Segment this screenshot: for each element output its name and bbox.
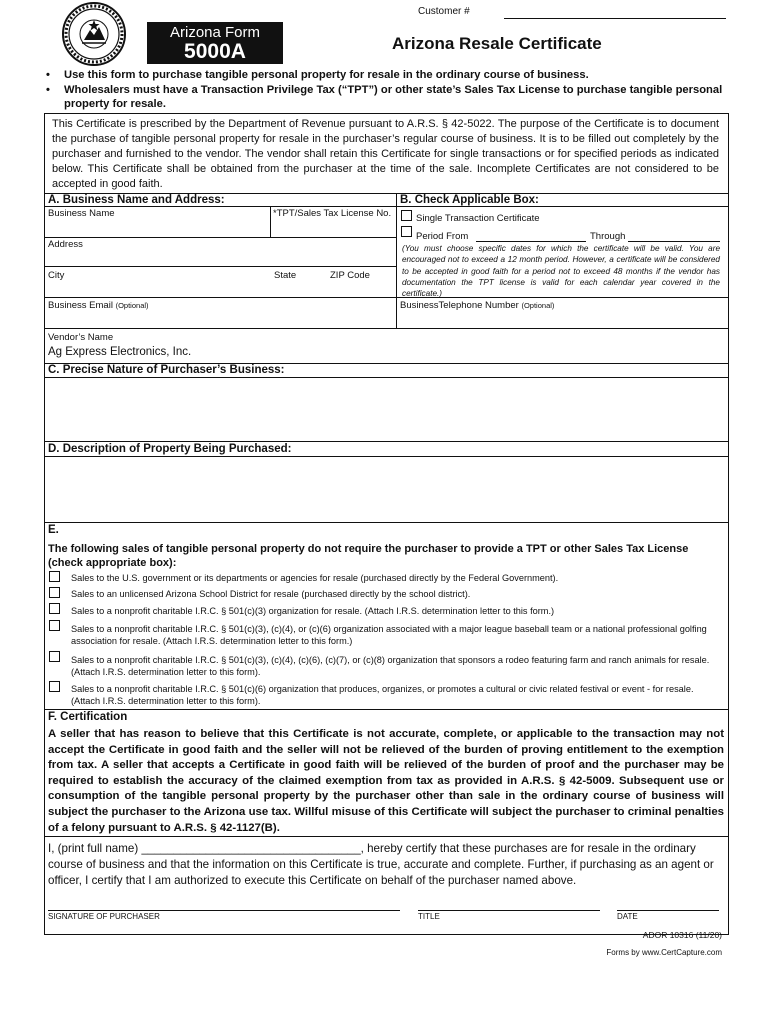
title-label: TITLE [418, 912, 440, 921]
certification-text: A seller that has reason to believe that this Certificate is not accurate, complete, or applicable to the transaction may not accept the Certificate in good faith and the seller will not be relieved of the burden of proving entitlement to the exemption from tax. A seller that accepts a Certificate in good faith will be relieved of the burden of proof and the purchaser may be required to establish the accuracy of the claimed exemption from tax as provided in A.R.S. § 42-5009. Subsequent use or consumption of the tangible personal property by the purchaser other than sale in the ordinary course of business will subject the purchaser to the Arizona use tax. Willful misuse of this Certificate will subject the purchaser to criminal penalties of a felony pursuant to A.R.S. § 42-1127(B). [48, 728, 724, 834]
divider [44, 206, 396, 207]
divider [44, 456, 729, 457]
period-checkbox[interactable] [401, 226, 412, 237]
instruction-bullets [46, 68, 726, 112]
section-e-intro: The following sales of tangible personal property do not require the purchaser to provide a TPT or other Sales Tax License (check appropriate box): [48, 543, 689, 569]
form-number: 5000A [184, 40, 246, 63]
divider [44, 441, 729, 442]
period-from-label: Period From [416, 231, 469, 242]
exemption-checkbox-501c3[interactable] [49, 603, 60, 614]
exemption-item: Sales to a nonprofit charitable I.R.C. § 501(c)(3), (c)(4), (c)(6), (c)(7), or (c)(8) organization that sponsors a rodeo featuring farm and ranch animals for resale. (Attach I.R.S. determination letter to this form). [71, 655, 710, 677]
period-from-field[interactable] [476, 241, 586, 242]
customer-number-label: Customer # [418, 6, 470, 17]
zip-code-label: ZIP Code [330, 270, 370, 281]
period-through-field[interactable] [628, 241, 720, 242]
address-label: Address [48, 239, 83, 250]
tpt-license-field[interactable] [273, 220, 394, 236]
exemption-item: Sales to a nonprofit charitable I.R.C. § 501(c)(3) organization for resale. (Attach I.R.S. determination letter to this form.) [71, 606, 555, 616]
section-c-title: C. Precise Nature of Purchaser’s Business: [48, 364, 285, 376]
signature-field[interactable] [48, 910, 400, 911]
single-transaction-label: Single Transaction Certificate [416, 213, 540, 224]
arizona-state-seal-icon [62, 2, 126, 66]
property-description-field[interactable] [48, 459, 724, 519]
print-name-field[interactable]: __________________________________ [141, 842, 361, 855]
bullet-item: • Wholesalers must have a Transaction Privilege Tax (“TPT”) or other state’s Sales Tax License to purchase tangible personal property for resale. [46, 83, 726, 111]
page-title: Arizona Resale Certificate [392, 34, 602, 53]
exemption-item: Sales to a nonprofit charitable I.R.C. § 501(c)(6) organization that produces, organizes, or promotes a cultural or civic related festival or event - for resale. (Attach I.R.S. determination letter to this form). [71, 684, 694, 706]
divider [44, 266, 396, 267]
divider [44, 328, 729, 329]
business-phone-label: BusinessTelephone Number (Optional) [400, 300, 555, 311]
exemption-checkbox-festival[interactable] [49, 681, 60, 692]
section-f-title: F. Certification [48, 711, 128, 723]
through-label: Through [590, 231, 626, 242]
vendor-name-value[interactable]: Ag Express Electronics, Inc. [48, 346, 192, 358]
date-field[interactable] [617, 910, 719, 911]
vendor-name-label: Vendor’s Name [48, 332, 114, 343]
form-label: Arizona Form [169, 24, 261, 41]
title-field[interactable] [418, 910, 600, 911]
section-a-title: A. Business Name and Address: [48, 194, 225, 206]
form-badge [147, 22, 283, 64]
period-note: (You must choose specific dates for which the certificate will be valid. You are encouraged not to exceed a 12 month period. However, a certificate will be considered to be accepted in good faith for a period not to exceed 48 months if the vendor has documentation the TPT license is valid for each calendar year covered in the certificate.) [402, 244, 720, 299]
exemption-checkbox-school[interactable] [49, 587, 60, 598]
tpt-license-label: *TPT/Sales Tax License No. [273, 208, 392, 219]
date-label: DATE [617, 912, 638, 921]
divider [396, 206, 729, 207]
exemption-item: Sales to the U.S. government or its departments or agencies for resale (purchased directly by the Federal Government). [71, 573, 559, 583]
bullet-item: • Use this form to purchase tangible personal property for resale in the ordinary course of business. [46, 68, 726, 82]
divider [44, 237, 396, 238]
exemption-checkbox-baseball[interactable] [49, 620, 60, 631]
business-nature-field[interactable] [48, 380, 724, 438]
city-state-zip-field[interactable] [48, 282, 394, 296]
section-b-title: B. Check Applicable Box: [400, 194, 539, 206]
divider [270, 206, 271, 237]
business-email-label: Business Email (Optional) [48, 300, 149, 311]
divider [44, 377, 729, 378]
divider [44, 522, 729, 523]
section-e-title: E. [48, 524, 59, 536]
city-label: City [48, 270, 65, 281]
credit-text: Forms by www.CertCapture.com [606, 948, 722, 957]
exemption-checkbox-rodeo[interactable] [49, 651, 60, 662]
divider [44, 709, 729, 710]
exemption-item: Sales to an unlicensed Arizona School District for resale (purchased directly by the school district). [71, 589, 471, 599]
intro-paragraph: This Certificate is prescribed by the Department of Revenue pursuant to A.R.S. § 42-5022. The purpose of the Certificate is to document the purchase of tangible personal property for resale in the purchaser’s regular course of business. It is to be filled out completely by the purchaser and furnished to the vendor. The vendor shall retain this Certificate for single transactions or for specified periods as indicated below. This Certificate shall be obtained from the purchaser at the time of the sale. Incomplete Certificates are not considered to be accepted in good faith. [52, 118, 719, 190]
attestation-text: I, (print full name) __________________________________, hereby certify that these purchases are for resale in the ordinary course of business and that the information on this Certificate is true, accurate and complete. Further, if purchasing as an agent or officer, I certify that I am authorized to execute this Certificate on behalf of the purchaser named above. [48, 842, 714, 887]
business-name-label: Business Name [48, 208, 115, 219]
business-email-field[interactable] [48, 312, 394, 327]
business-phone-field[interactable] [400, 312, 726, 327]
business-name-field[interactable] [48, 220, 268, 236]
form-code: ADOR 10316 (11/20) [642, 930, 722, 940]
exemption-checkbox-federal[interactable] [49, 571, 60, 582]
divider [396, 193, 397, 328]
customer-number-field[interactable] [504, 18, 726, 19]
exemption-item: Sales to a nonprofit charitable I.R.C. § 501(c)(3), (c)(4), or (c)(6) organization associated with a major league baseball team or a national professional golfing association for resale. (Attach I.R.S. determination letter to this form.) [71, 624, 707, 646]
single-transaction-checkbox[interactable] [401, 210, 412, 221]
address-field[interactable] [48, 250, 394, 265]
state-label: State [274, 270, 297, 281]
signature-label: SIGNATURE OF PURCHASER [48, 912, 160, 921]
section-d-title: D. Description of Property Being Purchased: [48, 443, 292, 455]
